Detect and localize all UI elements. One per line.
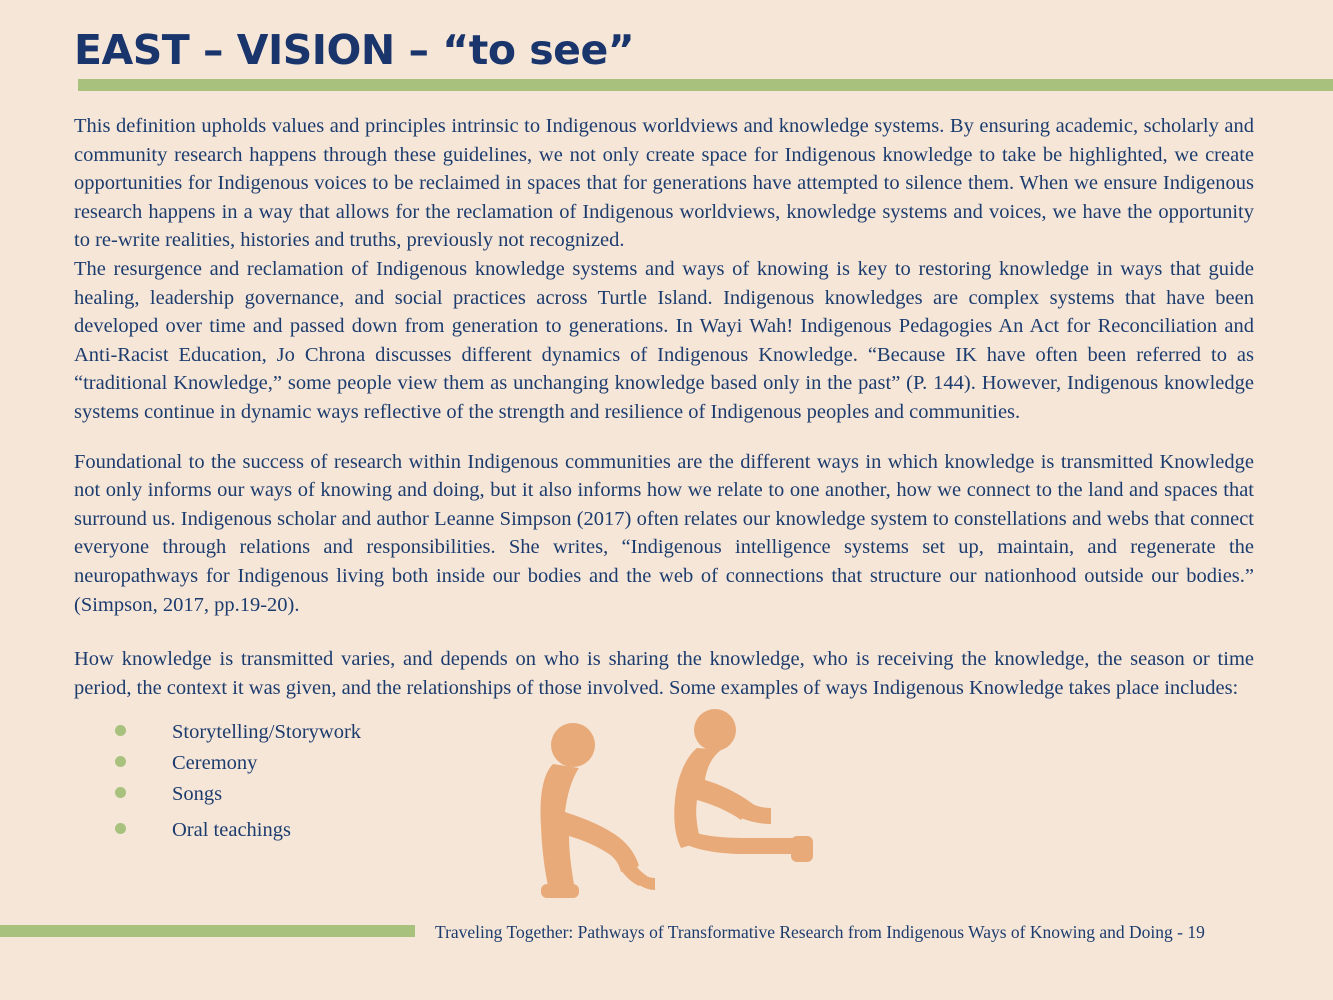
footer-divider [0,925,415,937]
paragraph-3: Foundational to the success of research within Indigenous communities are the different ways in which knowledge is transmitted Knowledge not only informs our ways of knowing and doing, but it also informs how we relate to one another, how we connect to the land and spaces that surround us. Indigenous scholar and author Leanne Simpson (2017) often relates our knowledge system to constellations and webs that connect everyone through relations and responsibilities. She writes, “Indigenous intelligence systems set up, maintain, and regenerate the neuropathways for Indigenous living both inside our bodies and the web of connections that structure our nationhood outside our bodies.” (Simpson, 2017, pp.19-20). [74,450,1254,616]
paragraph-1: This definition upholds values and principles intrinsic to Indigenous worldviews and knowledge systems. By ensuring academic, scholarly and community research happens through these guidelines, we not only create space for Indigenous knowledge to take be highlighted, we create opportunities for Indigenous voices to be reclaimed in spaces that for generations have attempted to silence them. When we ensure Indigenous research happens in a way that allows for the reclamation of Indigenous worldviews, knowledge systems and voices, we have the opportunity to re-write realities, histories and truths, previously not recognized. [74,115,1254,252]
bullet-dot-icon [115,823,126,834]
paragraph-4: How knowledge is transmitted varies, and depends on who is sharing the knowledge, who is receiving the knowledge, the season or time period, the context it was given, and the relationships of those involved. Some examples of ways Indigenous Knowledge takes place includes: [74,648,1254,699]
bullet-dot-icon [115,725,126,736]
list-item-label: Oral teachings [172,819,291,841]
header-divider [78,79,1333,91]
page-header [0,0,1333,95]
bullet-dot-icon [115,756,126,767]
list-item-label: Ceremony [172,752,258,774]
body-content [74,112,1254,702]
page-title: EAST – VISION – “to see” [74,26,635,74]
list-item-label: Storytelling/Storywork [172,721,362,743]
footer-caption: Traveling Together: Pathways of Transformative Research from Indigenous Ways of Knowing and Doing - 19 [435,922,1205,942]
two-seated-figures-illustration [505,700,845,920]
bullet-dot-icon [115,787,126,798]
paragraph-2: The resurgence and reclamation of Indigenous knowledge systems and ways of knowing is key to restoring knowledge in ways that guide healing, leadership governance, and social practices across Turtle Island. Indigenous knowledges are complex systems that have been developed over time and passed down from generation to generations. In Wayi Wah! Indigenous Pedagogies An Act for Reconciliation and Anti-Racist Education, Jo Chrona discusses different dynamics of Indigenous Knowledge. “Because IK have often been referred to as “traditional Knowledge,” some people view them as unchanging knowledge based only in the past” (P. 144). However, Indigenous knowledge systems continue in dynamic ways reflective of the strength and resilience of Indigenous peoples and communities. [74,257,1254,423]
list-item-label: Songs [172,783,223,805]
